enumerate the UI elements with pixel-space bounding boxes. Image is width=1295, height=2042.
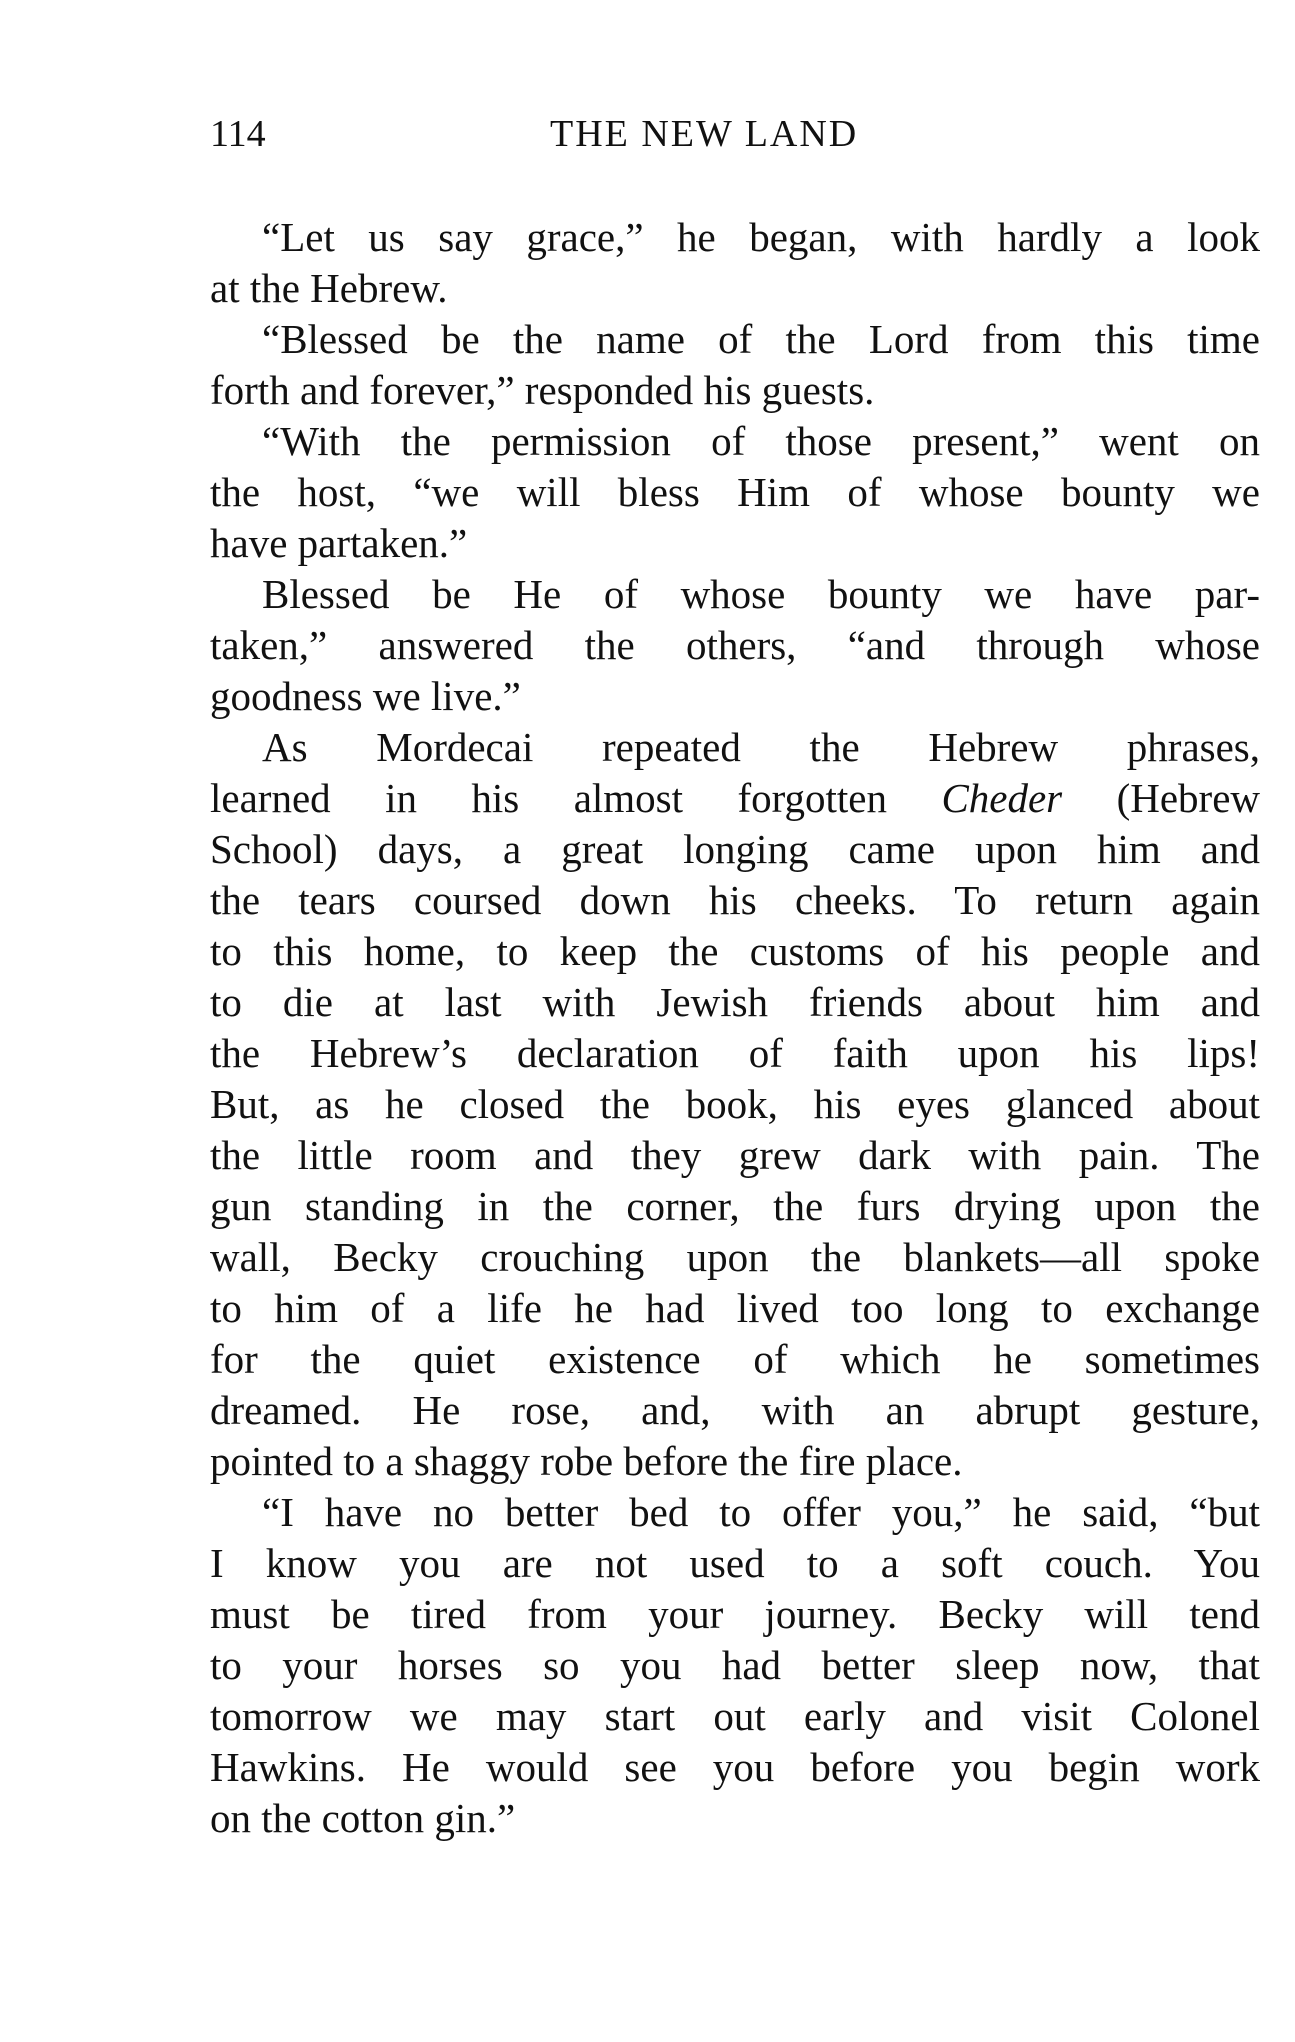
text-line: the tears coursed down his cheeks. To return again (210, 877, 1260, 923)
text-line (210, 773, 1260, 824)
text-line: goodness we live.” (210, 673, 521, 719)
text-line: the host, “we will bless Him of whose bounty we (210, 469, 1260, 515)
running-title: THE NEW LAND (550, 113, 859, 155)
text-line: at the Hebrew. (210, 265, 448, 311)
text-line: Hawkins. He would see you before you begin work (210, 1744, 1260, 1790)
text-line: to die at last with Jewish friends about him and (210, 979, 1260, 1025)
text-line: School) days, a great longing came upon him and (210, 826, 1260, 872)
body-text (210, 212, 1260, 1844)
text-line: to this home, to keep the customs of his people and (210, 928, 1260, 974)
line-segment: (Hebrew (1062, 775, 1260, 821)
text-line: Blessed be He of whose bounty we have par- (262, 571, 1260, 617)
running-head (210, 112, 910, 156)
text-line: for the quiet existence of which he sometimes (210, 1336, 1260, 1382)
text-line: the little room and they grew dark with pain. The (210, 1132, 1260, 1178)
text-line: taken,” answered the others, “and through whose (210, 622, 1260, 668)
text-line: have partaken.” (210, 520, 468, 566)
text-line: dreamed. He rose, and, with an abrupt gesture, (210, 1387, 1260, 1433)
text-line: “Let us say grace,” he began, with hardly a look (262, 214, 1260, 260)
text-line: the Hebrew’s declaration of faith upon his lips! (210, 1030, 1260, 1076)
text-line: “With the permission of those present,” went on (262, 418, 1260, 464)
text-line: “I have no better bed to offer you,” he said, “but (262, 1489, 1260, 1535)
italic-term: Cheder (941, 775, 1063, 821)
text-line: “Blessed be the name of the Lord from this time (262, 316, 1260, 362)
text-line: to your horses so you had better sleep now, that (210, 1642, 1260, 1688)
text-line: gun standing in the corner, the furs drying upon the (210, 1183, 1260, 1229)
page-number: 114 (210, 113, 266, 155)
text-line: tomorrow we may start out early and visit Colonel (210, 1693, 1260, 1739)
text-line: I know you are not used to a soft couch. You (210, 1540, 1260, 1586)
text-line: must be tired from your journey. Becky will tend (210, 1591, 1260, 1637)
text-line: wall, Becky crouching upon the blankets—all spoke (210, 1234, 1260, 1280)
text-line: to him of a life he had lived too long to exchange (210, 1285, 1260, 1331)
text-line: As Mordecai repeated the Hebrew phrases, (262, 724, 1260, 770)
text-line: on the cotton gin.” (210, 1795, 516, 1841)
text-line: But, as he closed the book, his eyes glanced about (210, 1081, 1260, 1127)
text-line: pointed to a shaggy robe before the fire place. (210, 1438, 963, 1484)
line-segment: learned in his almost forgotten (210, 775, 942, 821)
text-line: forth and forever,” responded his guests. (210, 367, 875, 413)
